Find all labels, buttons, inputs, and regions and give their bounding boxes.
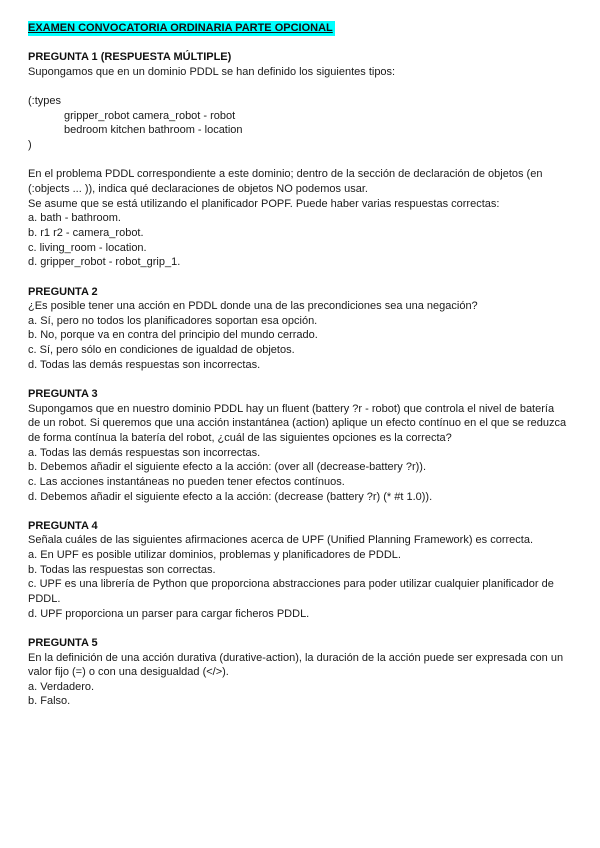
question-heading: PREGUNTA 2 xyxy=(28,285,98,298)
answer-option: c. living_room - location. xyxy=(28,241,147,254)
answer-option: c. Las acciones instantáneas no pueden tener efectos contínuos. xyxy=(28,475,345,488)
question-text: valor fijo (=) o con una desigualdad (</>). xyxy=(28,666,229,679)
question-text: ¿Es posible tener una acción en PDDL donde una de las precondiciones sea una negación? xyxy=(28,300,478,313)
question-text: En la definición de una acción durativa (durative-action), la duración de la acción puede ser expresada con un xyxy=(28,651,564,664)
question-text: En el problema PDDL correspondiente a este dominio; dentro de la sección de declaración de objetos (en xyxy=(28,168,543,181)
answer-option: d. Todas las demás respuestas son incorrectas. xyxy=(28,358,261,371)
question-text: Señala cuáles de las siguientes afirmaciones acerca de UPF (Unified Planning Framework) es correcta. xyxy=(28,534,534,547)
code-line: bedroom kitchen bathroom - location xyxy=(64,124,243,137)
code-line: ) xyxy=(28,139,32,152)
answer-option: a. Todas las demás respuestas son incorrectas. xyxy=(28,446,261,459)
answer-option: d. UPF proporciona un parser para cargar ficheros PDDL. xyxy=(28,607,310,620)
question-text: de forma contínua la batería del robot, ¿cuál de las siguientes opciones es la correcta? xyxy=(28,431,452,444)
question-1 xyxy=(28,50,578,270)
answer-option: b. r1 r2 - camera_robot. xyxy=(28,226,144,239)
question-text: de un robot. Si queremos que una acción instantánea (action) aplique un efecto contínuo en el que se reduzca xyxy=(28,417,567,430)
code-line: gripper_robot camera_robot - robot xyxy=(64,109,236,122)
question-heading: PREGUNTA 1 (RESPUESTA MÚLTIPLE) xyxy=(28,51,232,64)
question-text: Supongamos que en nuestro dominio PDDL hay un fluent (battery ?r - robot) que controla el nivel de batería xyxy=(28,402,555,415)
answer-option: b. Debemos añadir el siguiente efecto a la acción: (over all (decrease-battery ?r)). xyxy=(28,461,427,474)
question-5 xyxy=(28,636,578,709)
question-heading: PREGUNTA 4 xyxy=(28,519,98,532)
answer-option: a. En UPF es posible utilizar dominios, problemas y planificadores de PDDL. xyxy=(28,549,401,562)
document-title: EXAMEN CONVOCATORIA ORDINARIA PARTE OPCIONAL xyxy=(28,22,333,34)
answer-option: PDDL. xyxy=(28,592,61,605)
question-3 xyxy=(28,387,578,504)
answer-option: a. Verdadero. xyxy=(28,680,95,693)
answer-option: a. bath - bathroom. xyxy=(28,212,121,225)
document-page xyxy=(28,21,578,709)
question-2 xyxy=(28,285,578,373)
answer-option: d. gripper_robot - robot_grip_1. xyxy=(28,256,181,269)
question-text: Se asume que se está utilizando el planificador POPF. Puede haber varias respuestas correctas: xyxy=(28,197,500,210)
question-heading: PREGUNTA 5 xyxy=(28,636,98,649)
answer-option: d. Debemos añadir el siguiente efecto a la acción: (decrease (battery ?r) (* #t 1.0)). xyxy=(28,490,433,503)
answer-option: c. UPF es una librería de Python que proporciona abstracciones para poder utilizar cualquier planificador de xyxy=(28,578,554,591)
answer-option: b. Todas las respuestas son correctas. xyxy=(28,563,216,576)
answer-option: c. Sí, pero sólo en condiciones de igualdad de objetos. xyxy=(28,344,295,357)
question-intro: Supongamos que en un dominio PDDL se han definido los siguientes tipos: xyxy=(28,65,396,78)
answer-option: a. Sí, pero no todos los planificadores soportan esa opción. xyxy=(28,314,318,327)
code-line: (:types xyxy=(28,95,62,108)
question-text: (:objects ... )), indica qué declaraciones de objetos NO podemos usar. xyxy=(28,183,368,196)
answer-option: b. Falso. xyxy=(28,695,71,708)
question-4 xyxy=(28,519,578,621)
question-heading: PREGUNTA 3 xyxy=(28,388,98,401)
answer-option: b. No, porque va en contra del principio del mundo cerrado. xyxy=(28,329,318,342)
